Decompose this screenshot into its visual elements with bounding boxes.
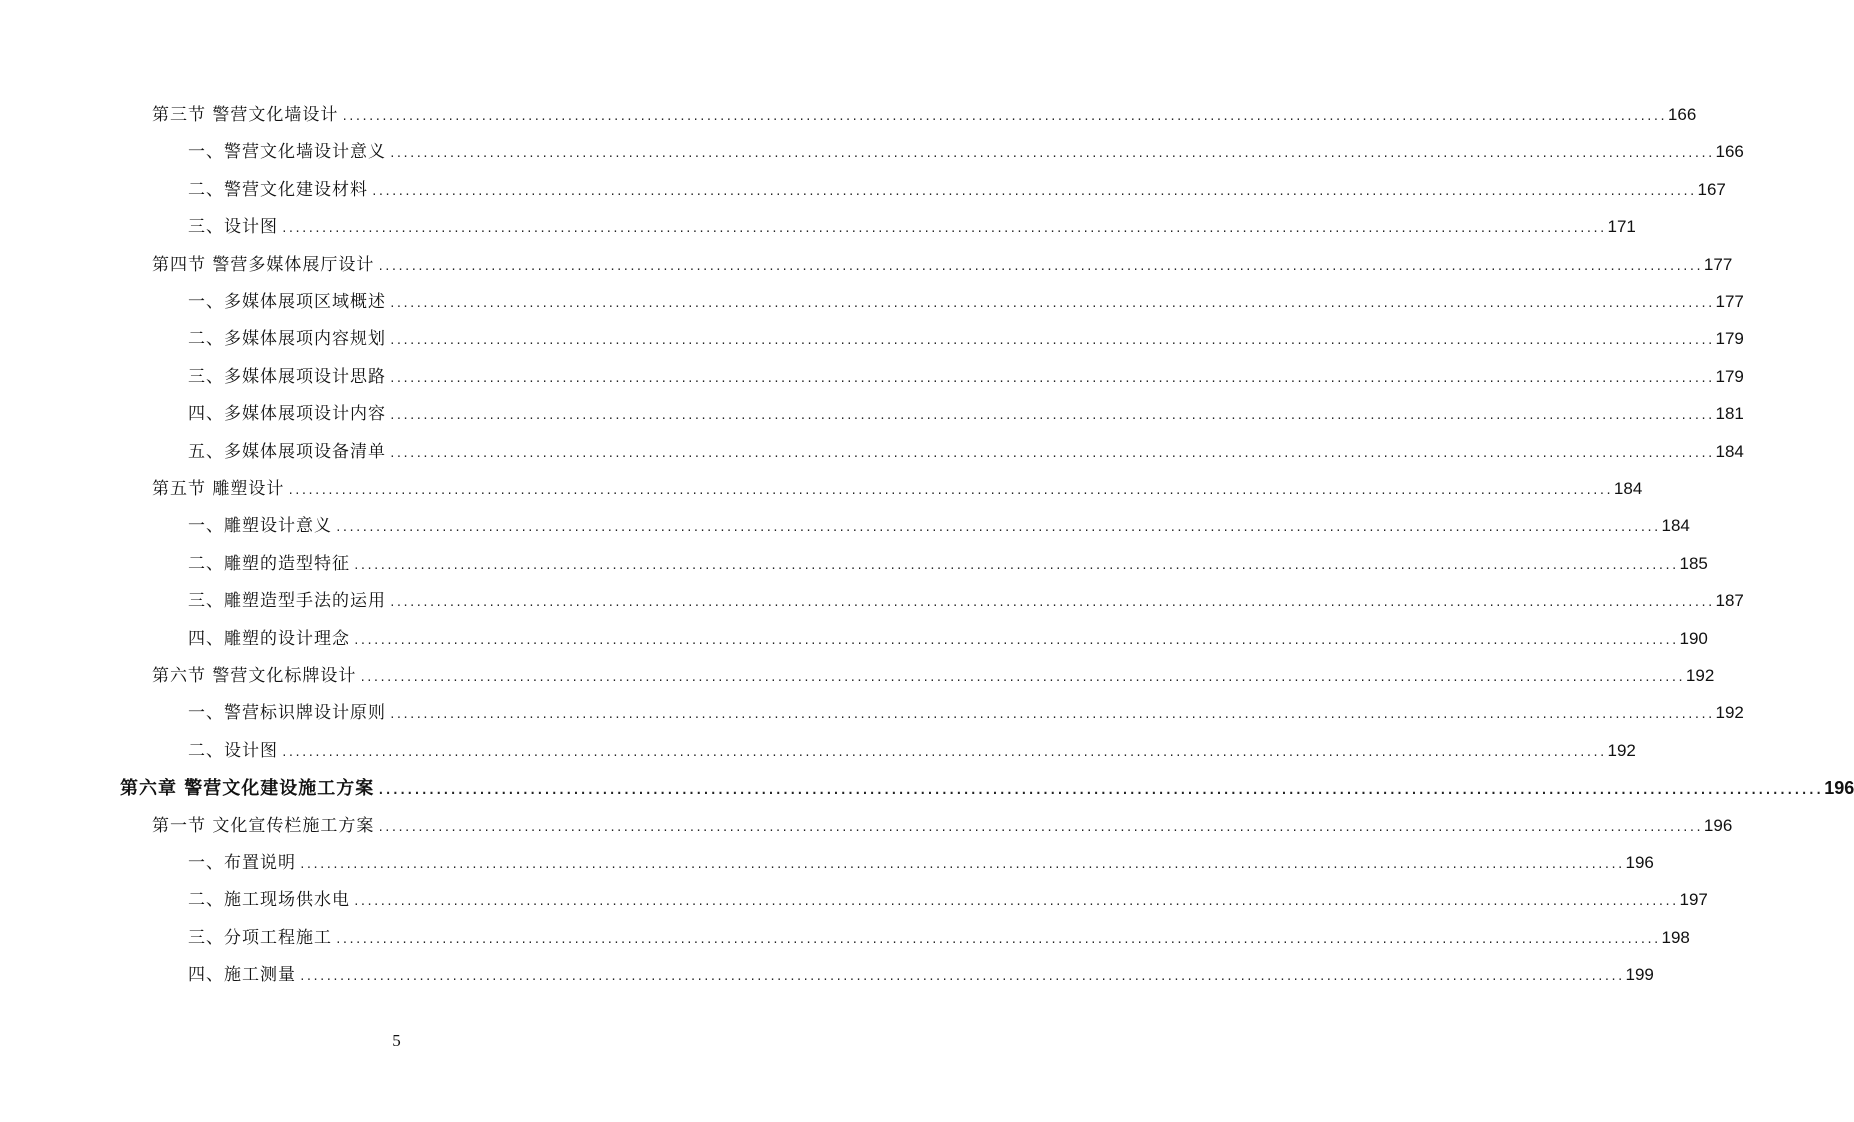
toc-leader-dots: ........................................................................................................................................................................................................ xyxy=(359,671,1684,684)
page-number: 5 xyxy=(392,1031,401,1050)
toc-leader-dots: ........................................................................................................................................................................................................ xyxy=(377,259,1702,273)
toc-leader-dots: ........................................................................................................................................................................................................ xyxy=(335,932,1660,946)
toc-leader-dots: ........................................................................................................................................................................................................ xyxy=(377,783,1823,798)
toc-entry-title: 三、多媒体展项设计思路 xyxy=(188,366,386,387)
toc-entry-item[interactable] xyxy=(188,698,1744,728)
toc-entry-title: 第三节 警营文化墙设计 xyxy=(152,105,339,125)
toc-entry-title: 一、警营文化墙设计意义 xyxy=(188,142,386,163)
toc-entry-title: 一、多媒体展项区域概述 xyxy=(188,292,386,312)
toc-leader-dots: ........................................................................................................................................................................................................ xyxy=(353,633,1678,647)
toc-entry-title: 二、雕塑的造型特征 xyxy=(188,553,350,574)
toc-entry-page: 184 xyxy=(1715,441,1744,461)
toc-entry-item[interactable] xyxy=(188,549,1708,579)
toc-entry-item[interactable] xyxy=(188,885,1708,915)
toc-entry-page: 196 xyxy=(1703,815,1733,835)
toc-entry-page: 181 xyxy=(1715,404,1744,424)
toc-entry-page: 177 xyxy=(1703,254,1733,274)
toc-entry-title: 二、多媒体展项内容规划 xyxy=(188,329,386,350)
toc-entry-page: 171 xyxy=(1607,217,1636,237)
toc-leader-dots: ........................................................................................................................................................................................................ xyxy=(389,596,1714,610)
toc-entry-page: 199 xyxy=(1625,965,1654,985)
toc-entry-section[interactable] xyxy=(152,100,1697,130)
toc-entry-title: 二、施工现场供水电 xyxy=(188,890,350,911)
toc-entry-page: 184 xyxy=(1613,479,1643,498)
toc-entry-page: 166 xyxy=(1715,142,1744,162)
toc-entry-title: 三、雕塑造型手法的运用 xyxy=(188,591,386,612)
toc-entry-item[interactable] xyxy=(188,960,1654,990)
toc-entry-title: 第四节 警营多媒体展厅设计 xyxy=(152,254,375,275)
toc-entry-title: 二、警营文化建设材料 xyxy=(188,179,368,200)
toc-entry-title: 三、设计图 xyxy=(188,217,278,238)
toc-entry-title: 五、多媒体展项设备清单 xyxy=(188,441,386,462)
toc-entry-page: 167 xyxy=(1697,179,1726,199)
toc-entry-item[interactable] xyxy=(188,362,1744,392)
toc-entry-title: 第五节 雕塑设计 xyxy=(152,479,285,499)
toc-entry-title: 第一节 文化宣传栏施工方案 xyxy=(152,815,375,836)
toc-leader-dots: ........................................................................................................................................................................................................ xyxy=(299,858,1624,871)
toc-entry-title: 二、设计图 xyxy=(188,740,278,761)
toc-entry-item[interactable] xyxy=(188,324,1744,354)
toc-entry-title: 一、警营标识牌设计原则 xyxy=(188,703,386,724)
toc-entry-item[interactable] xyxy=(188,437,1744,467)
toc-entry-item[interactable] xyxy=(188,137,1744,167)
toc-entry-item[interactable] xyxy=(188,287,1744,317)
toc-entry-page: 185 xyxy=(1679,553,1708,573)
toc-leader-dots: ........................................................................................................................................................................................................ xyxy=(299,970,1624,984)
toc-entry-title: 一、雕塑设计意义 xyxy=(188,516,332,537)
toc-entry-title: 第六节 警营文化标牌设计 xyxy=(152,666,357,686)
toc-entry-item[interactable] xyxy=(188,511,1690,541)
toc-entry-title: 三、分项工程施工 xyxy=(188,927,332,948)
toc-leader-dots: ........................................................................................................................................................................................................ xyxy=(389,297,1714,310)
toc-leader-dots: ........................................................................................................................................................................................................ xyxy=(377,820,1702,834)
toc-entry-chapter[interactable] xyxy=(120,773,1854,803)
toc-entry-page: 166 xyxy=(1667,105,1697,124)
toc-leader-dots: ........................................................................................................................................................................................................ xyxy=(389,446,1714,460)
toc-entry-title: 四、施工测量 xyxy=(188,965,296,986)
toc-leader-dots: ........................................................................................................................................................................................................ xyxy=(371,184,1696,198)
toc-entry-item[interactable] xyxy=(188,586,1744,616)
toc-entry-page: 179 xyxy=(1715,329,1744,349)
toc-entry-section[interactable] xyxy=(152,250,1733,280)
toc-entry-item[interactable] xyxy=(188,175,1726,205)
toc-entry-section[interactable] xyxy=(152,474,1643,504)
toc-entry-item[interactable] xyxy=(188,736,1636,766)
toc-leader-dots: ........................................................................................................................................................................................................ xyxy=(389,371,1714,385)
toc-entry-page: 187 xyxy=(1715,591,1744,611)
toc-entry-item[interactable] xyxy=(188,399,1744,429)
toc-entry-item[interactable] xyxy=(188,624,1708,654)
toc-leader-dots: ........................................................................................................................................................................................................ xyxy=(389,147,1714,161)
toc-leader-dots: ........................................................................................................................................................................................................ xyxy=(389,334,1714,348)
toc-entry-page: 192 xyxy=(1607,740,1636,760)
toc-leader-dots: ........................................................................................................................................................................................................ xyxy=(335,521,1660,535)
toc-entry-item[interactable] xyxy=(188,848,1654,878)
toc-entry-page: 177 xyxy=(1715,292,1744,311)
toc-entry-item[interactable] xyxy=(188,212,1636,242)
toc-leader-dots: ........................................................................................................................................................................................................ xyxy=(353,895,1678,909)
toc-entry-title: 四、雕塑的设计理念 xyxy=(188,628,350,649)
toc-entry-page: 197 xyxy=(1679,890,1708,910)
toc-entry-page: 190 xyxy=(1679,628,1708,648)
toc-leader-dots: ........................................................................................................................................................................................................ xyxy=(287,484,1612,497)
toc-entry-title: 一、布置说明 xyxy=(188,853,296,873)
toc-entry-page: 192 xyxy=(1715,703,1744,723)
toc-entry-page: 184 xyxy=(1661,516,1690,536)
toc-leader-dots: ........................................................................................................................................................................................................ xyxy=(281,745,1606,759)
toc-entry-title: 第六章 警营文化建设施工方案 xyxy=(120,778,375,800)
toc-leader-dots: ........................................................................................................................................................................................................ xyxy=(389,409,1714,423)
toc-entry-page: 192 xyxy=(1685,666,1715,685)
toc-entry-page: 196 xyxy=(1824,778,1854,799)
toc-leader-dots: ........................................................................................................................................................................................................ xyxy=(353,558,1678,572)
toc-leader-dots: ........................................................................................................................................................................................................ xyxy=(281,222,1606,236)
toc-entry-page: 198 xyxy=(1661,927,1690,947)
toc-entry-page: 179 xyxy=(1715,366,1744,386)
toc-entry-page: 196 xyxy=(1625,853,1654,872)
toc-entry-section[interactable] xyxy=(152,811,1733,841)
toc-entry-item[interactable] xyxy=(188,923,1690,953)
toc-leader-dots: ........................................................................................................................................................................................................ xyxy=(389,708,1714,722)
toc-entry-section[interactable] xyxy=(152,661,1715,691)
toc-entry-title: 四、多媒体展项设计内容 xyxy=(188,404,386,425)
toc-leader-dots: ........................................................................................................................................................................................................ xyxy=(341,110,1666,123)
